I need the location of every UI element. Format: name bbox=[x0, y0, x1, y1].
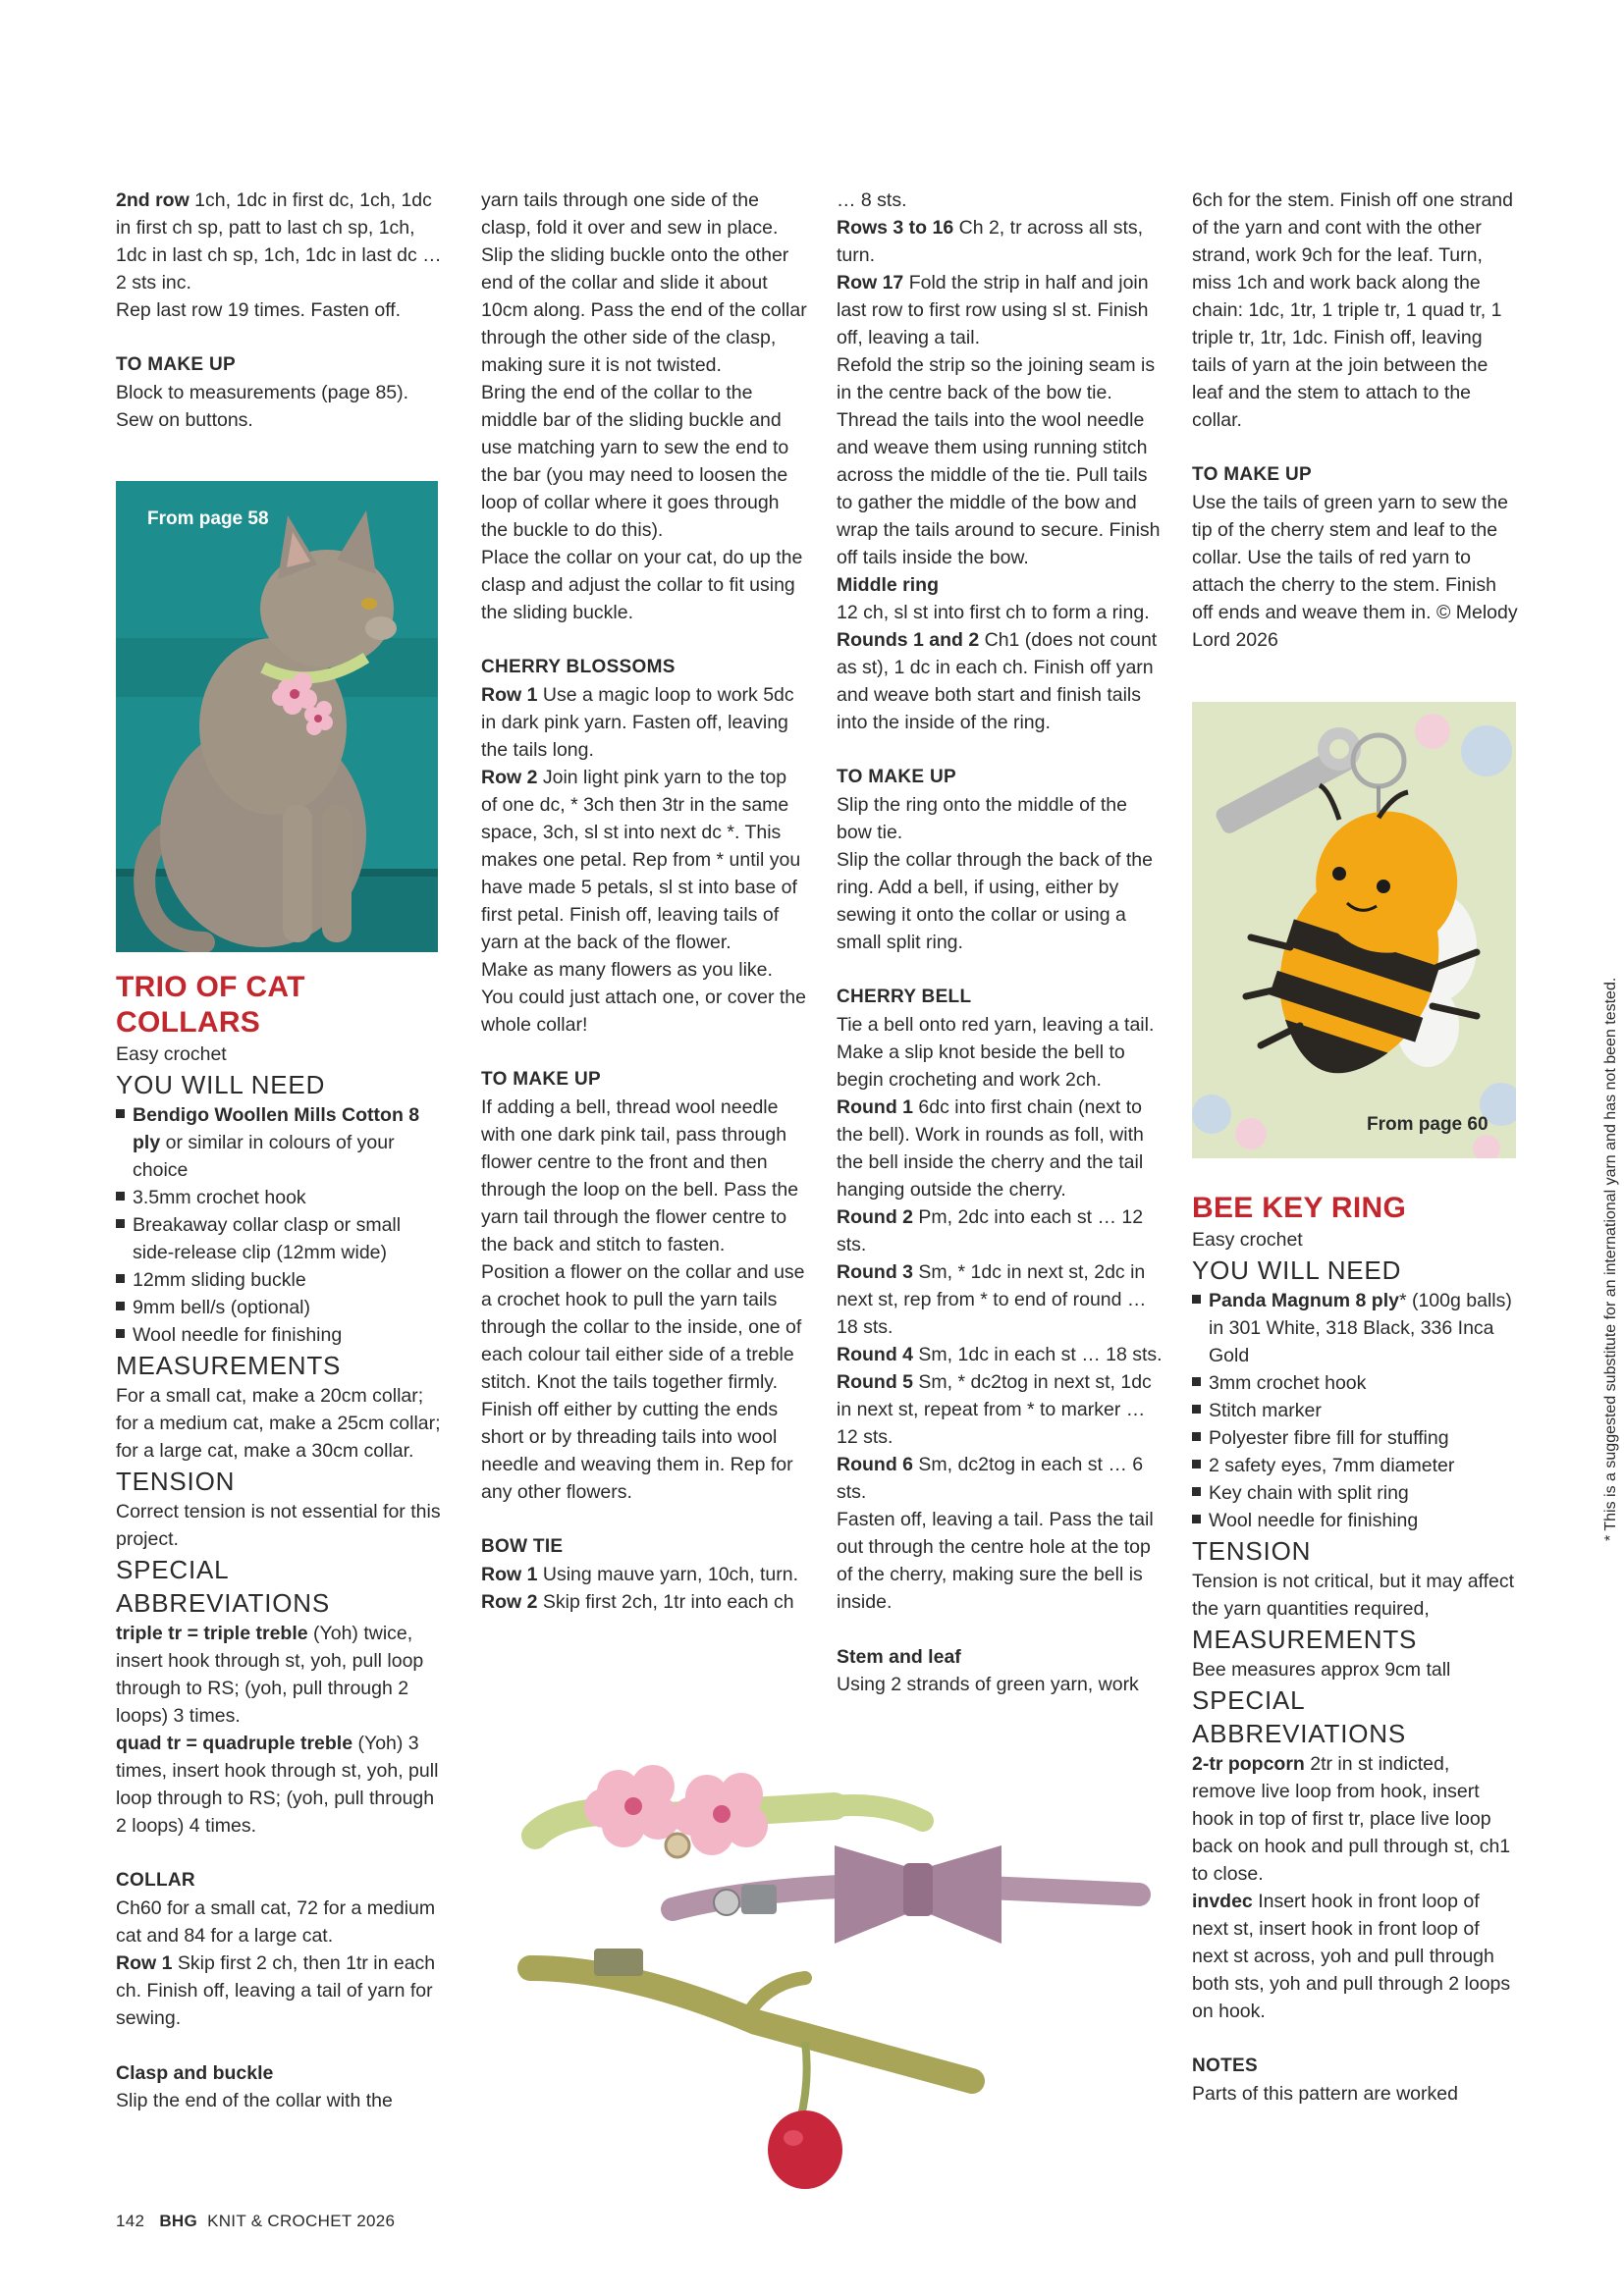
materials-item: Stitch marker bbox=[1192, 1397, 1518, 1424]
make-up-heading: TO MAKE UP bbox=[481, 1069, 601, 1090]
column-1: 2nd row 1ch, 1dc in first dc, 1ch, 1dc in first ch sp, patt to last ch sp, 1ch, 1dc in last ch sp, 1ch, 1dc in last dc … 2 sts inc. Rep last row 19 times. Fasten off. TO MAKE UP Block to measurements (page 85). Sew on buttons. bbox=[116, 189, 442, 431]
bee-illustration bbox=[1192, 702, 1516, 1158]
materials-item: 12mm sliding buckle bbox=[116, 1266, 442, 1294]
measurements-heading: MEASUREMENTS bbox=[1192, 1625, 1418, 1654]
column-4: 6ch for the stem. Finish off one strand of the yarn and cont with the other strand, work 9ch for the leaf. Turn, miss 1ch and work back along the chain: 1dc, 1tr, 1 triple tr, 1 quad tr, 1 triple tr, 1tr, 1dc. Finish off, leaving tails of yarn at the join between the leaf and the stem to attach to the collar. TO MAKE UP Use the tails of green yarn to sew the tip of the cherry stem and leaf to the collar. Use the tails of red yarn to attach the cherry to the stem. Finish off ends and weave them in. © Melody Lord 2026 bbox=[1192, 189, 1518, 651]
page-number: 142 bbox=[116, 2212, 145, 2230]
row-label: 2nd row bbox=[116, 189, 189, 211]
column-4-lower: BEE KEY RING Easy crochet YOU WILL NEED Panda Magnum 8 ply* (100g balls) in 301 White, 318 Black, 336 Inca Gold 3mm crochet hook Stitch marker Polyester fibre fill for stuffing 2 safety eyes, 7mm diameter Key chain with split ring Wool needle for finishing TENSION Tension is not critical, but it may affect the yarn quantities required, MEASUREMENTS Bee measures approx 9cm tall SPECIAL ABBREVIATIONS 2-tr popcorn 2tr in st indicted, remove live loop from hook, insert hook in top of first tr, place live loop back on hook and pull through st, ch1 to close. invdec Insert hook in front loop of next st, insert hook in front loop of next st across, yoh and pull through both sts, yoh and pull through 2 loops on hook. NOTES Parts of this pattern are worked bbox=[1192, 1191, 1518, 2108]
materials-item: Panda Magnum 8 ply* (100g balls) in 301 White, 318 Black, 336 Inca Gold bbox=[1192, 1287, 1518, 1369]
column-1-lower: TRIO OF CAT COLLARS Easy crochet YOU WILL NEED Bendigo Woollen Mills Cotton 8 ply or similar in colours of your choice 3.5mm crochet hook Breakaway collar clasp or small side-release clip (12mm wide) 12mm sliding buckle 9mm bell/s (optional) Wool needle for finishing MEASUREMENTS For a small cat, make a 20cm collar; for a medium cat, make a 25cm collar; for a large cat, make a 30cm collar. TENSION Correct tension is not essential for this project. SPECIAL ABBREVIATIONS triple tr = triple treble (Yoh) twice, insert hook through st, yoh, pull loop through to RS; (yoh, pull through 2 loops) 3 times. quad tr = quadruple treble (Yoh) 3 times, insert hook through st, yoh, pull loop through to RS; (yoh, pull through 2 loops) 4 times. COLLAR Ch60 for a small cat, 72 for a medium cat and 84 for a large cat. Row 1 Skip first 2 ch, then 1tr in each ch. Finish off, leaving a tail of yarn for sewing. Clasp and buckle Slip the end of the collar with the bbox=[116, 971, 441, 2111]
materials-item: 9mm bell/s (optional) bbox=[116, 1294, 442, 1321]
collar-heading: COLLAR bbox=[116, 1870, 195, 1891]
materials-list bbox=[116, 1101, 442, 1349]
tension-heading: TENSION bbox=[116, 1467, 236, 1496]
abbreviations-heading: SPECIAL ABBREVIATIONS bbox=[1192, 1685, 1406, 1748]
stem-leaf-heading: Stem and leaf bbox=[837, 1646, 961, 1668]
column-2: yarn tails through one side of the clasp, fold it over and sew in place. Slip the sliding buckle onto the other end of the collar and slide it about 10cm along. Pass the end of the collar through the other side of the clasp, making sure it is not twisted. Bring the end of the collar to the middle bar of the sliding buckle and use matching yarn to sew the end to the bar (you may need to loosen the loop of collar where it goes through the buckle to do this). Place the collar on your cat, do up the clasp and adjust the collar to fit using the sliding buckle. CHERRY BLOSSOMS Row 1 Use a magic loop to work 5dc in dark pink yarn. Fasten off, leaving the tails long. Row 2 Join light pink yarn to the top of one dc, * 3ch then 3tr in the same space, 3ch, sl st into next dc *. This makes one petal. Rep from * until you have made 5 petals, sl st into base of first petal. Finish off, leaving tails of yarn at the back of the flower. Make as many flowers as you like. You could just attach one, or cover the whole collar! TO MAKE UP If adding a bell, thread wool needle with one dark pink tail, pass through flower centre to the front and then through the loop on the bell. Pass the yarn tail through the flower centre to the back and stitch to fasten. Position a flower on the collar and use a crochet hook to pull the yarn tails through the collar to the inside, one of each colour tail either side of a treble stitch. Knot the tails together firmly. Finish off either by cutting the ends short or by threading tails into wool needle and weaving them in. Rep for any other flowers. BOW TIE Row 1 Using mauve yarn, 10ch, turn. Row 2 Skip first 2ch, 1tr into each ch bbox=[481, 189, 807, 1613]
materials-item: 3mm crochet hook bbox=[1192, 1369, 1518, 1397]
collars-illustration bbox=[511, 1747, 1159, 2199]
yarn-substitute-note: * This is a suggested substitute for an international yarn and has not been tested. bbox=[1602, 977, 1619, 1541]
make-up-heading: TO MAKE UP bbox=[1192, 464, 1312, 485]
materials-item: Breakaway collar clasp or small side-release clip (12mm wide) bbox=[116, 1211, 442, 1266]
column-3: … 8 sts. Rows 3 to 16 Ch 2, tr across all sts, turn. Row 17 Fold the strip in half and join last row to first row using sl st. Finish off, leaving a tail. Refold the strip so the joining seam is in the centre back of the bow tie. Thread the tails into the wool needle and weave them using running stitch across the middle of the tie. Pull tails to gather the middle of the bow and wrap the tails around to secure. Finish off tails inside the bow. Middle ring 12 ch, sl st into first ch to form a ring. Rounds 1 and 2 Ch1 (does not count as st), 1 dc in each ch. Finish off yarn and weave both start and finish tails into the inside of the ring. TO MAKE UP Slip the ring onto the middle of the bow tie. Slip the collar through the back of the ring. Add a bell, if using, either by sewing it onto the collar or using a small split ring. CHERRY BELL Tie a bell onto red yarn, leaving a tail. Make a slip knot beside the bell to begin crocheting and work 2ch. Round 1 6dc into first chain (next to the bell). Work in rounds as foll, with the bell inside the cherry and the tail hanging outside the cherry. Round 2 Pm, 2dc into each st … 12 sts. Round 3 Sm, * 1dc in next st, 2dc in next st, rep from * to end of round … 18 sts. Round 4 Sm, 1dc in each st … 18 sts. Round 5 Sm, * dc2tog in next st, 1dc in next st, repeat from * to marker … 12 sts. Round 6 Sm, dc2tog in each st … 6 sts. Fasten off, leaving a tail. Pass the tail out through the centre hole at the top of the cherry, making sure the bell is inside. Stem and leaf Using 2 strands of green yarn, work bbox=[837, 189, 1163, 1695]
materials-item: Wool needle for finishing bbox=[116, 1321, 442, 1349]
tension-heading: TENSION bbox=[1192, 1536, 1312, 1566]
make-up-heading: TO MAKE UP bbox=[837, 767, 956, 787]
materials-item: Polyester fibre fill for stuffing bbox=[1192, 1424, 1518, 1452]
clasp-heading: Clasp and buckle bbox=[116, 2062, 274, 2084]
you-will-need-heading: YOU WILL NEED bbox=[1192, 1255, 1402, 1285]
materials-item: 2 safety eyes, 7mm diameter bbox=[1192, 1452, 1518, 1479]
bee-key-ring-title: BEE KEY RING bbox=[1192, 1192, 1407, 1224]
make-up-heading: TO MAKE UP bbox=[116, 354, 236, 375]
materials-item: Key chain with split ring bbox=[1192, 1479, 1518, 1507]
cat-collars-title: TRIO OF CAT COLLARS bbox=[116, 971, 305, 1039]
collars-photo bbox=[511, 1747, 1159, 2199]
cat-photo-tag: From page 58 bbox=[147, 508, 269, 529]
materials-item: Bendigo Woollen Mills Cotton 8 ply or similar in colours of your choice bbox=[116, 1101, 442, 1184]
measurements-heading: MEASUREMENTS bbox=[116, 1351, 342, 1380]
bee-photo bbox=[1192, 702, 1516, 1158]
difficulty-level: Easy crochet bbox=[1192, 1229, 1303, 1251]
bow-tie-heading: BOW TIE bbox=[481, 1536, 564, 1557]
bee-photo-tag: From page 60 bbox=[1367, 1114, 1489, 1135]
materials-item: Wool needle for finishing bbox=[1192, 1507, 1518, 1534]
materials-list bbox=[1192, 1287, 1518, 1534]
cherry-bell-heading: CHERRY BELL bbox=[837, 987, 972, 1007]
page-footer bbox=[116, 2212, 395, 2231]
materials-item: 3.5mm crochet hook bbox=[116, 1184, 442, 1211]
notes-heading: NOTES bbox=[1192, 2056, 1258, 2076]
brand-logo: BHG bbox=[159, 2212, 198, 2230]
difficulty-level: Easy crochet bbox=[116, 1043, 227, 1065]
middle-ring-heading: Middle ring bbox=[837, 574, 939, 596]
you-will-need-heading: YOU WILL NEED bbox=[116, 1070, 326, 1099]
cat-photo bbox=[116, 481, 438, 952]
publication-name: KNIT & CROCHET 2026 bbox=[207, 2212, 396, 2230]
abbreviations-heading: SPECIAL ABBREVIATIONS bbox=[116, 1555, 330, 1618]
cherry-blossoms-heading: CHERRY BLOSSOMS bbox=[481, 657, 676, 677]
cat-illustration bbox=[116, 481, 438, 952]
